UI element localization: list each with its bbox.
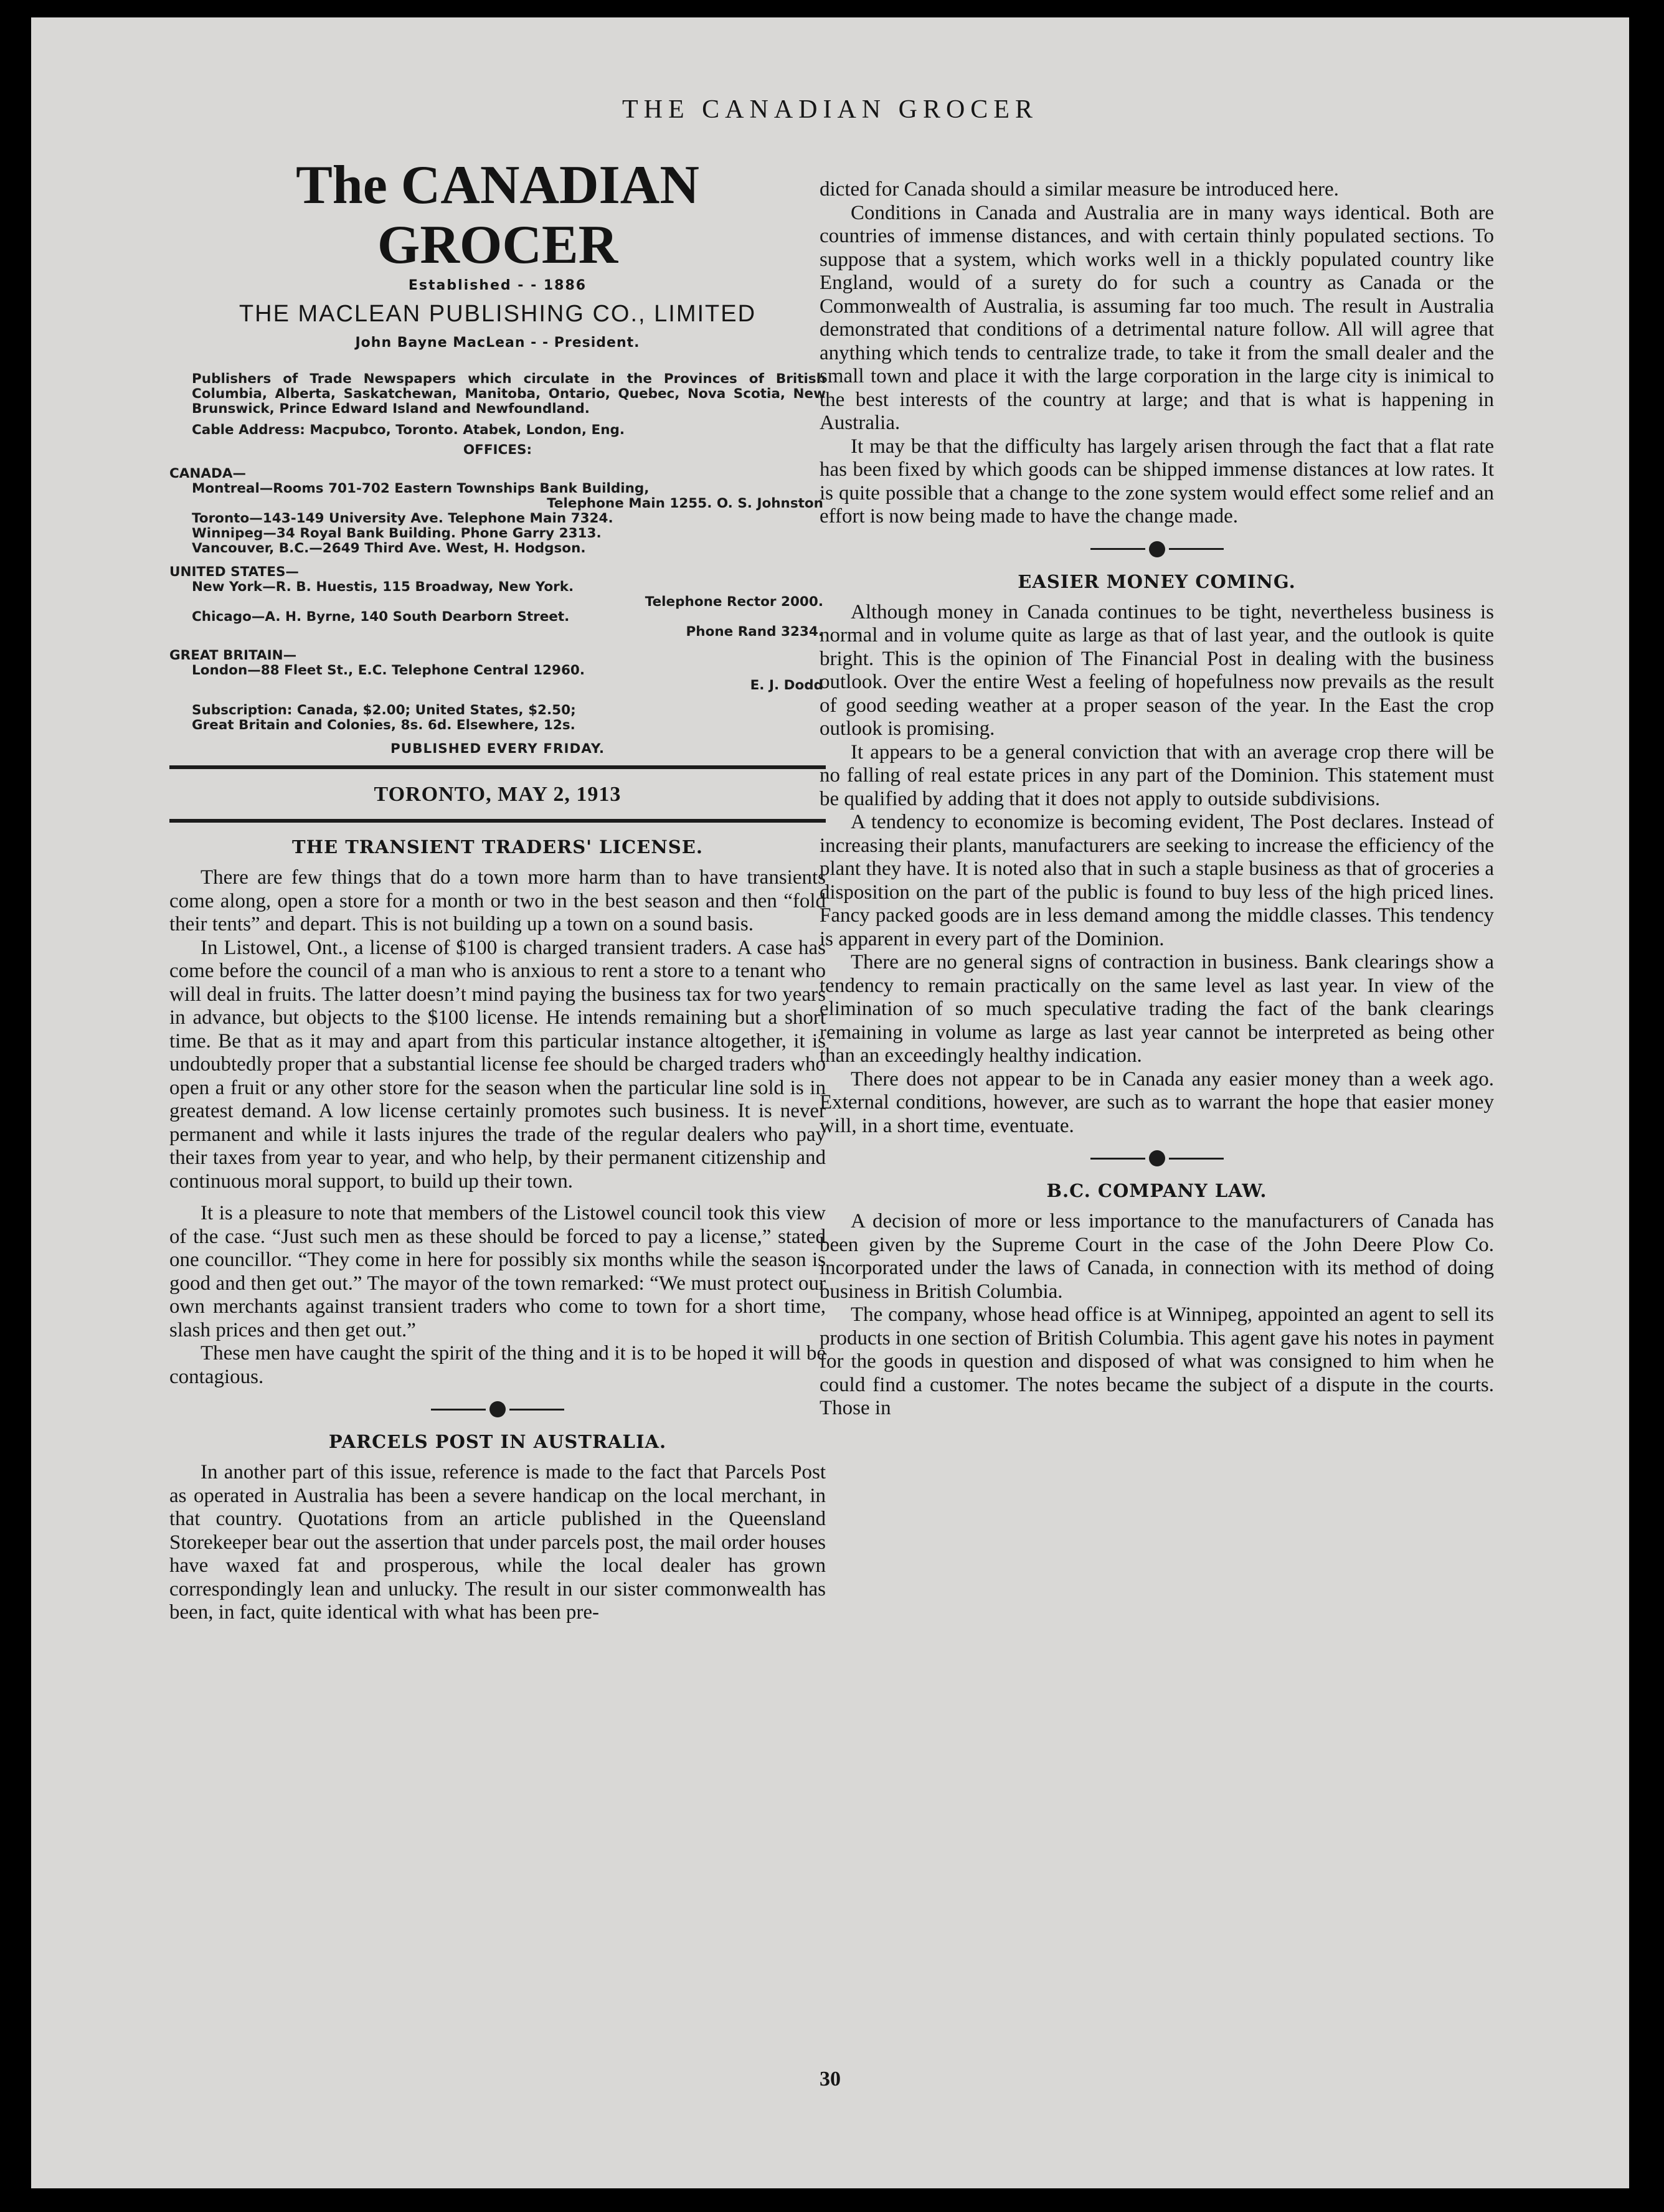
section-ornament [820,541,1494,557]
office-montreal: Montreal—Rooms 701-702 Eastern Townships Bank Building, [192,481,650,496]
masthead-president: John Bayne MacLean - - President. [355,335,640,351]
article-paragraph: There does not appear to be in Canada any easier money than a week ago. External conditions, however, are such as to warrant the hope that easier money will, in a short time, eventuate. [820,1067,1494,1137]
masthead-established: Established - - 1886 [408,278,587,293]
subscription-line-1: Subscription: Canada, $2.00; United States, $2.50; [192,702,576,718]
article-parcels-post [169,1431,826,1625]
published-every-friday: PUBLISHED EVERY FRIDAY. [390,741,605,757]
region-heading-us: UNITED STATES— [169,564,299,580]
article-paragraph: These men have caught the spirit of the thing and it is to be hoped it will be contagious. [169,1342,826,1388]
masthead-title: The CANADIAN GROCER [296,155,699,275]
article-paragraph: The company, whose head office is at Winnipeg, appointed an agent to sell its products in one section of British Columbia. This agent gave his notes in payment for the goods in question and disposed of what was consigned to him when he could find a customer. The notes became the subject of a dispute in the courts. Those in [820,1303,1494,1419]
region-united-states [169,565,826,640]
article-paragraph: Conditions in Canada and Australia are in many ways identical. Both are countries of immense distances, and with certain thinly populated sections. To suppose that a system, which works well in a thickly populated country like England, would of a surety do for such a country as Canada or the Commonwealth of Australia, is assuming far too much. The result in Australia demonstrated that conditions of a detrimental nature follow. All will agree that anything which tends to centralize trade, to take it from the small dealer and the small town and place it with the large corporation in the large city is inimical to the best interests of the country at large; and that is what is happening in Australia. [820,201,1494,434]
office-chicago-phone: Phone Rand 3234. [686,624,823,640]
masthead [169,156,826,351]
office-montreal-phone: Telephone Main 1255. O. S. Johnston [547,496,823,511]
article-paragraph: There are no general signs of contraction in business. Bank clearings show a tendency to remain practically on the same level as last year. In view of the elimination of so much speculative trading the fact of the bank clearings remaining in volume as large as last year cannot be interpreted as being other than an exceedingly healthy indication. [820,951,1494,1067]
office-winnipeg: Winnipeg—34 Royal Bank Building. Phone Garry 2313. [192,526,602,541]
article-bc-company-law [820,1180,1494,1420]
article-heading: PARCELS POST IN AUSTRALIA. [328,1431,667,1452]
page-number: 30 [820,2068,841,2091]
divider-rule [169,765,826,769]
publisher-blurb: Publishers of Trade Newspapers which circulate in the Provinces of British Columbia, Alberta, Saskatchewan, Manitoba, Ontario, Quebec, Nova Scotia, New Brunswick, Prince Edward Island and Newfoundland. [192,371,826,417]
article-heading: EASIER MONEY COMING. [1018,570,1296,592]
article-paragraph: A tendency to economize is becoming evident, The Post declares. Instead of increasing their plants, manufacturers are seeking to increase the efficiency of the plant they have. It is noted also that in such a staple business as that of groceries a disposition on the part of the public is found to buy less of the high priced lines. Fancy packed goods are in less demand among the middle classes. This tendency is apparent in every part of the Dominion. [820,811,1494,950]
article-paragraph: In another part of this issue, reference is made to the fact that Parcels Post as operated in Australia has been a severe handicap on the local merchant, in that country. Quotations from an article published in the Queensland Storekeeper bear out the assertion that under parcels post, the mail order houses have waxed fat and prosperous, while the local dealer has grown correspondingly lean and unlucky. The result in our sister commonwealth has been, in fact, quite identical with what has been pre- [169,1461,826,1624]
region-canada [169,466,826,556]
article-paragraph: Although money in Canada continues to be tight, nevertheless business is normal and in volume quite as large as that of last year, and the outlook is quite bright. This is the opinion of The Financial Post in dealing with the business outlook. Over the entire West a feeling of hopefulness now prevails as the result of good seeding weather at a proper season of the year. In the East the crop outlook is promising. [820,600,1494,740]
region-heading-gb: GREAT BRITAIN— [169,648,297,663]
office-newyork: New York—R. B. Huestis, 115 Broadway, New York. [192,579,574,595]
article-easier-money [820,571,1494,1138]
office-newyork-phone: Telephone Rector 2000. [645,594,823,610]
office-vancouver: Vancouver, B.C.—2649 Third Ave. West, H. Hodgson. [192,541,586,556]
left-column [169,156,826,1625]
region-great-britain [169,648,826,693]
article-transient-traders [169,836,826,1389]
article-heading: B.C. COMPANY LAW. [1046,1180,1267,1201]
running-head: THE CANADIAN GROCER [622,95,1038,124]
dateline: TORONTO, MAY 2, 1913 [374,783,622,806]
article-paragraph-continued: dicted for Canada should a similar measure be introduced here. [820,178,1339,201]
office-chicago: Chicago—A. H. Byrne, 140 South Dearborn Street. [192,609,570,625]
subscription-line-2: Great Britain and Colonies, 8s. 6d. Elsewhere, 12s. [192,717,575,733]
article-paragraph: There are few things that do a town more harm than to have transients come along, open a store for a month or two in the best season and then “fold their tents” and depart. This is not building up a town on a sound basis. [169,866,826,935]
offices-heading: OFFICES: [463,442,532,458]
office-toronto: Toronto—143-149 University Ave. Telephone Main 7324. [192,511,613,526]
region-heading-canada: CANADA— [169,466,247,481]
right-column [820,178,1494,1420]
section-ornament [169,1401,826,1417]
office-london-contact: E. J. Dodd [750,678,823,693]
masthead-publisher: THE MACLEAN PUBLISHING CO., LIMITED [239,301,757,327]
article-paragraph: It may be that the difficulty has largely arisen through the fact that a flat rate has been fixed by which goods can be shipped immense distances at low rates. It is quite possible that a change to the zone system would effect some relief and an effort is now being made to have the change made. [820,435,1494,527]
article-paragraph: It is a pleasure to note that members of the Listowel council took this view of the case. “Just such men as these should be forced to pay a license,” stated one councillor. “They come in here for possibly six months while the season is good and then get out.” The mayor of the town remarked: “We must protect our own merchants against transient traders who come to town for a short time, slash prices and then get out.” [169,1202,826,1341]
article-heading: THE TRANSIENT TRADERS' LICENSE. [292,836,703,858]
section-ornament [820,1150,1494,1166]
article-paragraph: It appears to be a general conviction that with an average crop there will be no falling of real estate prices in any part of the Dominion. This statement must be qualified by adding that it does not apply to outside subdivisions. [820,740,1494,810]
article-paragraph: A decision of more or less importance to the manufacturers of Canada has been given by the Supreme Court in the case of the John Deere Plow Co. incorporated under the laws of Canada, in connection with its method of doing business in British Columbia. [820,1210,1494,1303]
cable-address: Cable Address: Macpubco, Toronto. Atabek, London, Eng. [192,422,625,438]
magazine-page [31,17,1629,2188]
article-paragraph: In Listowel, Ont., a license of $100 is charged transient traders. A case has come before the council of a man who is anxious to rent a store to a tenant who will deal in fruits. The latter doesn’t mind paying the business tax for two years in advance, but objects to the $100 license. He intends remaining but a short time. Be that as it may and apart from this particular instance altogether, it is undoubtedly proper that a substantial license fee should be charged traders who open a fruit or any other store for the season when the particular line sold is in greatest demand. A low license certainly promotes such business. It is never permanent and while it lasts injures the trade of the regular dealers who pay their taxes from year to year, and who help, by their permanent citizenship and continuous moral support, to build up their town. [169,936,826,1193]
divider-rule [169,819,826,823]
office-london: London—88 Fleet St., E.C. Telephone Central 12960. [192,663,585,678]
